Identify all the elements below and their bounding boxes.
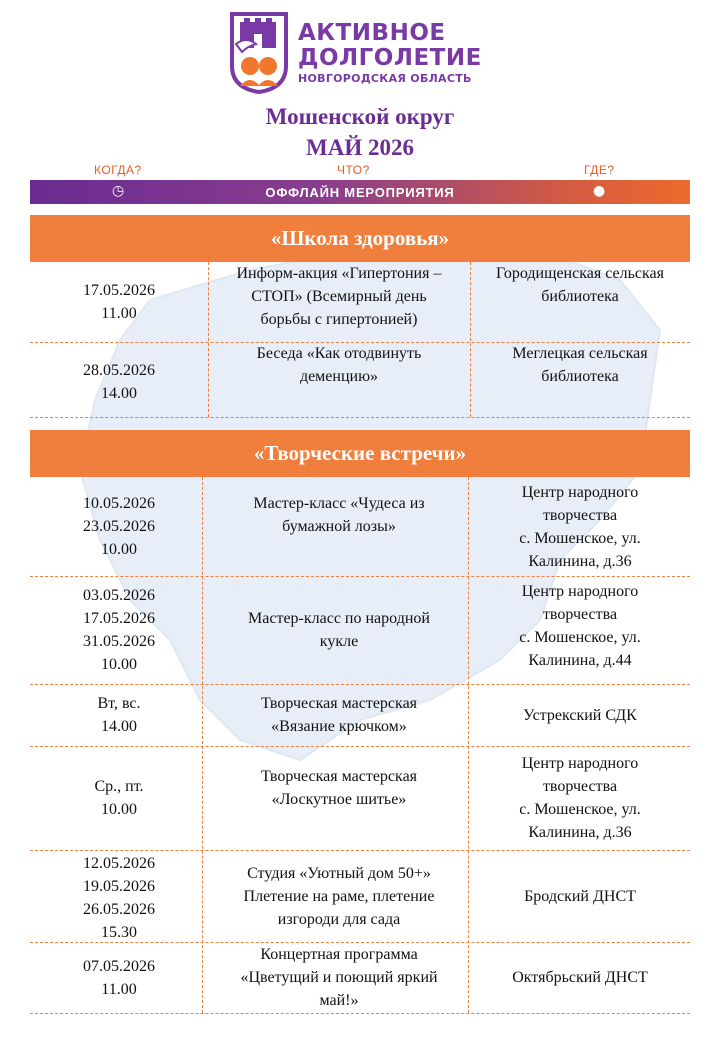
place-line: библиотека bbox=[541, 368, 619, 385]
date-line: 26.05.2026 bbox=[83, 901, 155, 918]
event-line: Беседа «Как отодвинуть bbox=[256, 345, 422, 362]
place-cell bbox=[470, 342, 690, 417]
place-line: с. Мошенское, ул. bbox=[519, 801, 641, 818]
place-cell bbox=[470, 576, 690, 676]
time-line: 11.00 bbox=[101, 305, 137, 322]
logo-line-2: ДОЛГОЛЕТИЕ bbox=[298, 45, 482, 71]
section-header-creative-meetings: «Творческие встречи» bbox=[30, 430, 690, 477]
district-title: Мошенской округ bbox=[265, 104, 455, 129]
place-line: Меглецкая сельская bbox=[512, 345, 648, 362]
place-line: творчества bbox=[542, 606, 618, 623]
event-line: Мастер-класс по народной bbox=[248, 610, 430, 627]
place-line: Устрекский СДК bbox=[523, 706, 637, 724]
event-line: Концертная программа bbox=[260, 946, 418, 963]
time-line: 10.00 bbox=[101, 541, 137, 558]
date-line: 07.05.2026 bbox=[83, 957, 155, 975]
logo-line-1: АКТИВНОЕ bbox=[298, 20, 446, 46]
place-line: творчества bbox=[542, 506, 618, 524]
section-header-health-school: «Школа здоровья» bbox=[30, 215, 690, 262]
event-line: кукле bbox=[319, 633, 359, 650]
event-line: «Вязание крючком» bbox=[271, 718, 407, 735]
event-cell bbox=[208, 477, 470, 553]
date-cell bbox=[30, 684, 208, 746]
event-cell bbox=[208, 342, 470, 417]
date-line: 17.05.2026 bbox=[83, 282, 155, 299]
event-line: Мастер-класс «Чудеса из bbox=[253, 495, 425, 512]
event-line: деменцию» bbox=[299, 368, 379, 385]
date-line: 19.05.2026 bbox=[83, 878, 155, 895]
place-line: творчества bbox=[542, 778, 618, 795]
date-line: 31.05.2026 bbox=[83, 633, 155, 650]
event-cell bbox=[208, 576, 470, 684]
event-line: Студия «Уютный дом 50+» bbox=[247, 864, 431, 882]
event-line: СТОП» (Всемирный день bbox=[251, 288, 427, 305]
date-cell bbox=[30, 477, 208, 576]
event-line: Плетение на раме, плетение bbox=[243, 887, 435, 905]
logo-text bbox=[298, 22, 482, 84]
day-line: Ср., пт. bbox=[94, 778, 144, 795]
place-line: Городищенская сельская bbox=[496, 265, 664, 282]
place-line: Калинина, д.36 bbox=[528, 824, 632, 841]
event-line: Творческая мастерская bbox=[260, 768, 418, 785]
place-line: Центр народного bbox=[521, 755, 639, 772]
table-row bbox=[30, 684, 690, 746]
place-line: библиотека bbox=[541, 288, 619, 305]
month-title: МАЙ 2026 bbox=[306, 135, 414, 160]
table-row bbox=[30, 477, 690, 576]
offline-events-label: ОФФЛАЙН МЕРОПРИЯТИЯ bbox=[265, 185, 455, 200]
event-line: бумажной лозы» bbox=[282, 518, 396, 535]
table-row bbox=[30, 262, 690, 342]
date-cell bbox=[30, 746, 208, 850]
time-line: 15.30 bbox=[101, 924, 137, 941]
offline-events-bar bbox=[30, 180, 690, 204]
place-line: Калинина, д.44 bbox=[528, 652, 632, 669]
time-line: 14.00 bbox=[101, 718, 137, 735]
row-divider bbox=[30, 417, 690, 418]
table-row bbox=[30, 850, 690, 942]
event-line: Творческая мастерская bbox=[260, 695, 418, 712]
time-line: 10.00 bbox=[101, 801, 137, 818]
place-line: Октябрьский ДНСТ bbox=[512, 969, 648, 986]
time-line: 11.00 bbox=[101, 980, 137, 998]
date-line: 10.05.2026 bbox=[83, 495, 155, 512]
logo bbox=[226, 10, 496, 96]
table-row bbox=[30, 746, 690, 850]
date-line: 28.05.2026 bbox=[83, 362, 155, 379]
event-cell bbox=[208, 262, 470, 342]
event-line: «Цветущий и поющий яркий bbox=[240, 969, 438, 986]
logo-line-3: НОВГОРОДСКАЯ ОБЛАСТЬ bbox=[298, 72, 472, 85]
event-cell bbox=[208, 684, 470, 746]
place-line: Калинина, д.36 bbox=[528, 552, 632, 570]
clock-icon: ◷ bbox=[112, 183, 125, 199]
event-cell bbox=[208, 942, 470, 1013]
place-line: Центр народного bbox=[521, 483, 639, 501]
day-line: Вт, вс. bbox=[97, 695, 141, 712]
place-line: Бродский ДНСТ bbox=[524, 887, 636, 905]
table-row bbox=[30, 576, 690, 684]
column-question-labels bbox=[32, 163, 692, 177]
date-line: 17.05.2026 bbox=[83, 610, 155, 627]
event-line: «Лоскутное шитье» bbox=[271, 791, 407, 808]
date-cell bbox=[30, 942, 208, 1013]
row-divider bbox=[30, 1013, 690, 1014]
event-cell bbox=[208, 746, 470, 830]
event-line: борьбы с гипертонией) bbox=[260, 311, 418, 328]
place-cell bbox=[470, 850, 690, 942]
place-line: Центр народного bbox=[521, 583, 639, 600]
time-line: 10.00 bbox=[101, 656, 137, 673]
place-cell bbox=[470, 746, 690, 850]
place-cell bbox=[470, 942, 690, 1013]
date-cell bbox=[30, 576, 208, 684]
place-cell bbox=[470, 684, 690, 746]
event-line: изгороди для сада bbox=[277, 910, 401, 928]
event-line: Информ-акция «Гипертония – bbox=[236, 265, 442, 282]
date-line: 12.05.2026 bbox=[83, 855, 155, 872]
event-line: май!» bbox=[319, 992, 359, 1009]
time-line: 14.00 bbox=[101, 385, 137, 402]
date-cell bbox=[30, 342, 208, 422]
event-cell bbox=[208, 850, 470, 942]
when-label: КОГДА? bbox=[94, 163, 142, 177]
date-line: 23.05.2026 bbox=[83, 518, 155, 535]
date-cell bbox=[30, 850, 208, 946]
logo-emblem-icon bbox=[226, 10, 292, 94]
what-label: ЧТО? bbox=[337, 163, 370, 177]
place-line: с. Мошенское, ул. bbox=[519, 629, 641, 646]
table-row bbox=[30, 942, 690, 1013]
place-line: с. Мошенское, ул. bbox=[519, 529, 641, 547]
location-pin-icon: ● bbox=[593, 183, 606, 199]
table-row bbox=[30, 342, 690, 417]
where-label: ГДЕ? bbox=[584, 163, 615, 177]
place-cell bbox=[470, 262, 690, 342]
date-line: 03.05.2026 bbox=[83, 587, 155, 604]
place-cell bbox=[470, 477, 690, 576]
date-cell bbox=[30, 262, 208, 342]
